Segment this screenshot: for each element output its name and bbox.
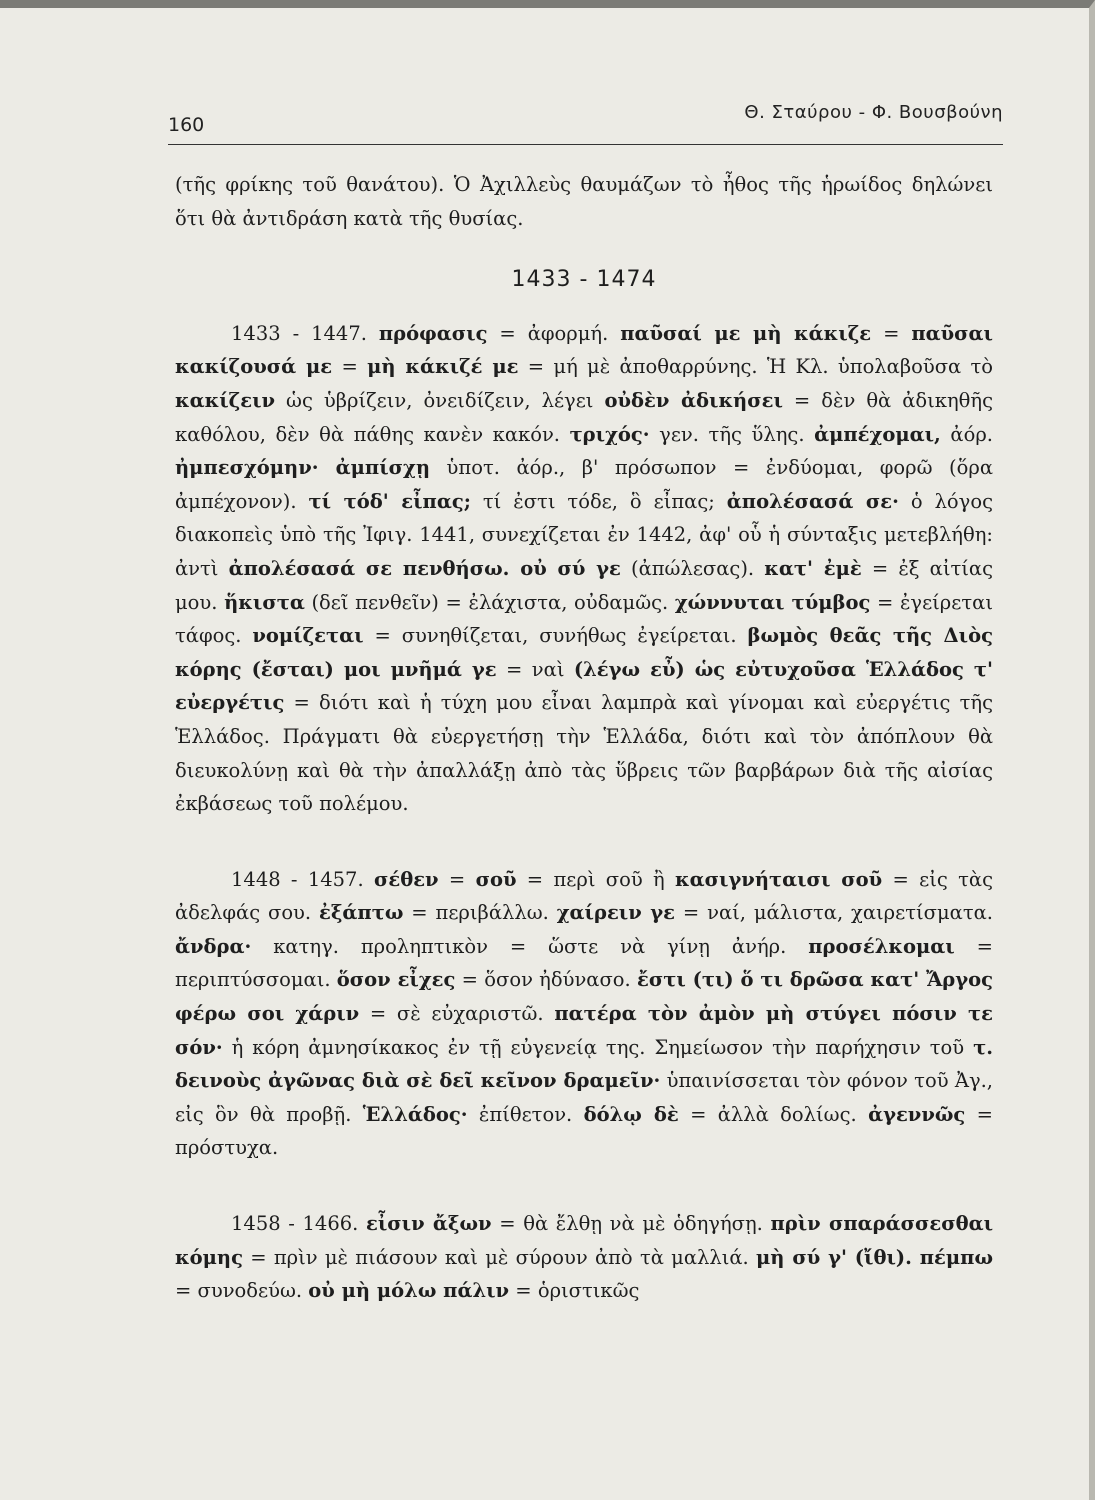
gloss-text: = περιπτύσσομαι. bbox=[175, 934, 993, 992]
gloss-text: = ἀφορμή. bbox=[487, 321, 621, 345]
gloss-text: γεν. τῆς ὕλης. bbox=[649, 422, 815, 446]
verse-range-heading: 1433 - 1474 bbox=[511, 267, 657, 293]
gloss-text: = εἰς τὰς ἀδελφάς σου. bbox=[175, 867, 993, 925]
gloss-text: = ἐγείρεται τάφος. bbox=[175, 590, 993, 648]
gloss-text: = bbox=[871, 321, 912, 345]
gloss-text: = σὲ εὐχαριστῶ. bbox=[359, 1002, 555, 1026]
gloss-text: κατηγ. προληπτικὸν = ὥστε νὰ γίνῃ ἀνήρ. bbox=[251, 934, 809, 958]
gloss-text: = περιβάλλω. bbox=[403, 901, 557, 925]
gloss-text: ἐπίθετον. bbox=[467, 1102, 584, 1126]
gloss-text: 1458 - 1466. bbox=[231, 1212, 367, 1236]
gloss-text: = bbox=[332, 355, 368, 379]
lemma-text: (λέγω εὖ) ὡς εὐτυχοῦσα Ἑλλάδος τ' εὐεργέτις bbox=[175, 657, 993, 715]
lemma-text: ἀμπέχομαι, bbox=[814, 422, 941, 446]
lemma-text: ἥκιστα bbox=[224, 590, 305, 614]
gloss-text: = συνοδεύω. bbox=[175, 1279, 309, 1303]
lemma-text: κατ' ἐμὲ bbox=[764, 556, 862, 580]
lemma-text: ἀγεννῶς bbox=[868, 1102, 966, 1126]
lemma-text: χώννυται τύμβος bbox=[674, 590, 871, 614]
lemma-text: πατέρα τὸν ἀμὸν μὴ στύγει πόσιν τε σόν· bbox=[175, 1002, 993, 1059]
lemma-text: προσέλκομαι bbox=[808, 934, 955, 958]
intro-paragraph: (τῆς φρίκης τοῦ θανάτου). Ὁ Ἀχιλλεὺς θαυμάζων τὸ ἦθος τῆς ἡρωίδος δηλώνει ὅτι θὰ ἀντιδράση κατὰ τῆς θυσίας. bbox=[175, 173, 993, 230]
lemma-text: δόλῳ δὲ bbox=[583, 1102, 679, 1126]
gloss-text: = θὰ ἔλθῃ νὰ μὲ ὁδηγήσῃ. bbox=[491, 1212, 771, 1236]
lemma-text: μὴ κάκιζέ με bbox=[367, 355, 519, 379]
lemma-text: ὅσον εἶχες bbox=[336, 968, 456, 992]
lemma-text: χαίρειν γε bbox=[556, 901, 675, 925]
lemma-text: μὴ σύ γ' (ἴθι). πέμπω bbox=[756, 1245, 994, 1269]
lemma-text: κακίζειν bbox=[175, 388, 276, 412]
gloss-text: = ὅσον ἠδύνασο. bbox=[455, 968, 637, 992]
running-head: Θ. Σταύρου - Φ. Βουσβούνη bbox=[744, 102, 1003, 123]
gloss-text: τί ἐστι τόδε, ὃ εἶπας; bbox=[470, 489, 727, 513]
lemma-text: πρὶν σπαράσσεσθαι κόμης bbox=[175, 1212, 994, 1269]
lemma-text: ἔστι (τι) ὅ τι δρῶσα κατ' Ἄργος φέρω σοι χάριν bbox=[175, 968, 994, 1026]
lemma-text: σοῦ bbox=[475, 867, 517, 891]
page-number: 160 bbox=[168, 114, 205, 136]
gloss-text: = πρὶν μὲ πιάσουν καὶ μὲ σύρουν ἀπὸ τὰ μαλλιά. bbox=[242, 1245, 757, 1269]
lemma-text: βωμὸς θεᾶς τῆς Διὸς κόρης (ἔσται) μοι μνῆμά γε bbox=[175, 624, 993, 681]
lemma-text: εἶσιν ἄξων bbox=[366, 1212, 492, 1236]
gloss-text: ἀόρ. bbox=[940, 422, 993, 446]
gloss-text: = πρόστυχα. bbox=[175, 1102, 993, 1160]
lemma-text: ἠμπεσχόμην· ἀμπίσχῃ bbox=[175, 456, 431, 480]
lemma-text: παῦσαί με μὴ κάκιζε bbox=[620, 321, 872, 345]
lemma-text: ἄνδρα· bbox=[175, 934, 252, 958]
lemma-text: τριχός· bbox=[569, 422, 650, 446]
gloss-text: = περὶ σοῦ ἢ bbox=[516, 867, 675, 891]
commentary-body bbox=[175, 168, 993, 1308]
gloss-text: ὡς ὑβρίζειν, ὀνειδίζειν, λέγει bbox=[275, 388, 605, 412]
lemma-text: Ἑλλάδος· bbox=[362, 1102, 468, 1126]
lemma-text: τί τόδ' εἶπας; bbox=[308, 489, 471, 513]
commentary-paragraph bbox=[175, 1207, 993, 1308]
gloss-text: 1433 - 1447. bbox=[231, 321, 379, 345]
gloss-text: = ἀλλὰ δολίως. bbox=[678, 1102, 869, 1126]
gloss-text: ὑπαινίσσεται τὸν φόνον τοῦ Ἀγ., εἰς ὃν θὰ προβῇ. bbox=[175, 1069, 993, 1126]
gloss-text: ὑποτ. ἀόρ., β' πρόσωπον = ἐνδύομαι, φορῶ (ὅρα ἀμπέχονον). bbox=[175, 456, 993, 513]
page-header bbox=[168, 96, 1003, 145]
commentary-paragraph bbox=[175, 863, 993, 1165]
gloss-text: = συνηθίζεται, συνήθως ἐγείρεται. bbox=[363, 624, 748, 648]
gloss-text: = δὲν θὰ ἀδικηθῆς καθόλου, δὲν θὰ πάθης κανὲν κακόν. bbox=[175, 388, 993, 446]
lemma-text: παῦσαι κακίζουσά με bbox=[175, 321, 993, 379]
lemma-text: οὐ μὴ μόλω πάλιν bbox=[308, 1279, 510, 1303]
gloss-text: = ἐξ αἰτίας μου. bbox=[175, 556, 994, 614]
gloss-text: ὁ λόγος διακοπεὶς ὑπὸ τῆς Ἰφιγ. 1441, συνεχίζεται ἐν 1442, ἀφ' οὗ ἡ σύνταξις μετεβλήθη: ἀντὶ bbox=[175, 489, 993, 580]
lemma-text: οὐδὲν ἀδικήσει bbox=[604, 388, 783, 412]
lemma-text: κασιγνήταισι σοῦ bbox=[674, 867, 883, 891]
lemma-text: ἀπολέσασά σε· bbox=[726, 489, 899, 513]
gloss-text: = διότι καὶ ἡ τύχη μου εἶναι λαμπρὰ καὶ γίνομαι καὶ εὐεργέτις τῆς Ἑλλάδος. Πράγματι θὰ εὐεργετήσῃ τὴν Ἑλλάδα, διότι καὶ τὸν ἀπόπλουν θὰ διευκολύνῃ καὶ θὰ τὴν ἀπαλλάξῃ ἀπὸ τὰς ὕβρεις τῶν βαρβάρων διὰ τῆς αἰσίας ἐκβάσεως τοῦ πολέμου. bbox=[175, 691, 993, 816]
gloss-text: = ναί, μάλιστα, χαιρετίσματα. bbox=[674, 901, 993, 925]
gloss-text: (δεῖ πενθεῖν) = ἐλάχιστα, οὐδαμῶς. bbox=[304, 590, 675, 614]
lemma-text: ἀπολέσασά σε πενθήσω. οὐ σύ γε bbox=[228, 556, 621, 580]
gloss-text: = μή μὲ ἀποθαρρύνης. Ἡ Κλ. ὑπολαβοῦσα τὸ bbox=[518, 355, 993, 379]
gloss-text: (ἀπώλεσας). bbox=[620, 556, 765, 580]
lemma-text: τ. δεινοὺς ἀγῶνας διὰ σὲ δεῖ κεῖνον δραμεῖν· bbox=[175, 1035, 993, 1093]
lemma-text: νομίζεται bbox=[252, 624, 364, 648]
gloss-text: = ναὶ bbox=[496, 657, 574, 681]
lemma-text: ἐξάπτω bbox=[319, 901, 404, 925]
lemma-text: σέθεν bbox=[373, 867, 439, 891]
gloss-text: = ὁριστικῶς bbox=[509, 1279, 640, 1303]
lemma-text: πρόφασις bbox=[378, 321, 488, 345]
gloss-text: = bbox=[438, 867, 476, 891]
gloss-text: 1448 - 1457. bbox=[231, 867, 374, 891]
commentary-paragraph bbox=[175, 317, 993, 821]
gloss-text: ἡ κόρη ἀμνησίκακος ἐν τῇ εὐγενείᾳ της. Σημείωσον τὴν παρήχησιν τοῦ bbox=[222, 1035, 974, 1059]
